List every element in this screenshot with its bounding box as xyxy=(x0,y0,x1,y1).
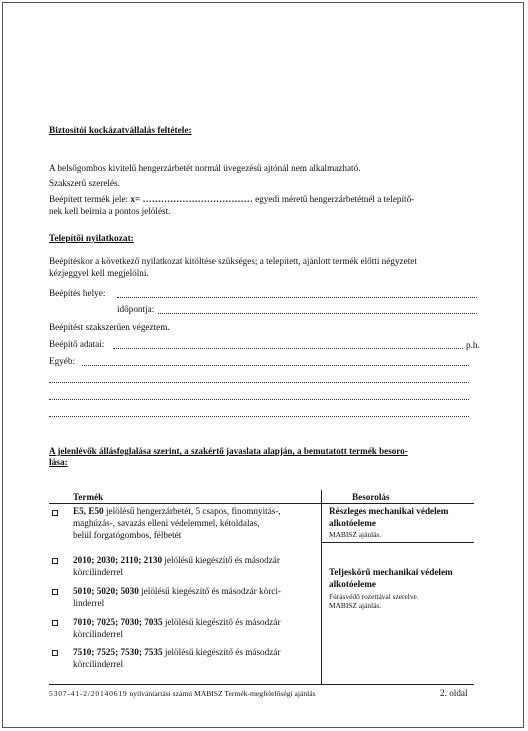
col-header-classification: Besorolás xyxy=(352,492,390,502)
product-mark-field[interactable]: x= ……………………………… xyxy=(130,194,253,204)
installation-place-label: Beépítés helye: xyxy=(49,288,106,298)
classification-partial-title-2: alkotóeleme xyxy=(329,518,376,528)
classification-full xyxy=(329,566,453,590)
other-field-line-4[interactable] xyxy=(49,408,469,417)
table-row xyxy=(73,646,319,670)
footer-doc-number: 5307-41-2/20140619 xyxy=(49,689,128,698)
section-heading-insurer: Biztosítói kockázatvállalás feltétele: xyxy=(49,126,192,136)
product-mark-label: Beépített termék jele: xyxy=(49,194,131,204)
section-heading-installer: Telepítői nyilatkozat: xyxy=(49,234,134,244)
table-column-divider xyxy=(321,490,322,685)
product-desc-line: linderrel xyxy=(73,598,105,608)
table-row xyxy=(73,616,319,640)
classification-divider xyxy=(322,542,474,543)
product-desc: jelölésű kiegészítő és másodzár xyxy=(162,555,280,565)
page-number: 2. oldal xyxy=(440,688,468,698)
product-checkbox[interactable] xyxy=(52,650,58,656)
classification-partial-note: MABISZ ajánlás. xyxy=(329,530,382,539)
footer-text xyxy=(49,689,316,698)
product-code: 7010; 7025; 7030; 7035 xyxy=(73,617,163,627)
installation-time-field[interactable] xyxy=(158,305,477,314)
footer-doc-text: nyilvántartási számú MABISZ Termék-megfelelőségi ajánlás xyxy=(127,689,316,698)
product-desc-line: kòrcilinderrel xyxy=(73,659,123,669)
classification-heading-1: A jelenlévők állásfoglalása szerint, a szakértő javaslata alapján, a bemutatott termék besoro- xyxy=(49,446,408,456)
product-desc-line: belül forgatógombos, félbetét xyxy=(73,530,182,540)
product-desc: jelölésű kiegészítő és másodzár kòrci- xyxy=(138,586,281,596)
insurer-line-2: Szakszerű szerelés. xyxy=(49,178,120,188)
classification-full-note-1: Fúrásvédő rozettával szerelve. xyxy=(329,592,419,601)
installation-time-label: időpontja: xyxy=(117,304,155,314)
other-field[interactable] xyxy=(82,357,469,366)
product-desc: jelölésű kiegészítő és másodzár xyxy=(162,647,281,657)
product-checkbox[interactable] xyxy=(52,620,58,626)
table-header-rule xyxy=(49,503,474,504)
product-desc-line: kòrcilinderrel xyxy=(73,567,123,577)
product-desc-line: maghúzás-, savazás elleni védelemmel, kétoldalas, xyxy=(73,518,260,528)
classification-full-title: Teljeskörű mechanikai védelem xyxy=(329,567,453,577)
classification-heading-2: lása: xyxy=(49,458,68,468)
installer-data-field[interactable] xyxy=(113,340,463,349)
classification-full-note-2: MABISZ ajánlás. xyxy=(329,601,382,610)
product-checkbox[interactable] xyxy=(52,589,58,595)
product-checkbox[interactable] xyxy=(52,558,58,564)
product-desc: jelölésű kiegészítő és másodzár xyxy=(162,617,281,627)
installer-data-label: Beépítő adatai: xyxy=(49,339,105,349)
product-code: 2010; 2030; 2110; 2130 xyxy=(73,555,163,565)
insurer-line-3 xyxy=(49,194,414,205)
installer-intro-2: kézjeggyel kell megjelölni. xyxy=(49,268,149,278)
table-bottom-rule xyxy=(49,684,474,685)
product-code: 7510; 7525; 7530; 7535 xyxy=(73,647,163,657)
other-field-line-2[interactable] xyxy=(49,374,469,383)
other-label: Egyéb: xyxy=(49,356,76,366)
classification-partial-title: Részleges mechanikai védelem xyxy=(329,506,449,516)
product-desc: jelölésű hengerzárbetét, 5 csapos, finomnyitás-, xyxy=(103,506,281,516)
product-mark-suffix: egyedi méretű hengerzárbetétnél a telepítő- xyxy=(252,194,415,204)
product-desc-line: kòrcilinderrel xyxy=(73,629,123,639)
installation-statement: Beépítést szakszerűen végeztem. xyxy=(49,322,170,332)
classification-full-title-2: alkotóeleme xyxy=(329,579,376,589)
product-checkbox[interactable] xyxy=(52,510,58,516)
insurer-line-4: nek kell beírnia a pontos jelölést. xyxy=(49,206,171,216)
stamp-label: p.h. xyxy=(466,340,480,350)
product-code: E5, E50 xyxy=(73,506,104,516)
installation-place-field[interactable] xyxy=(117,289,477,298)
table-row xyxy=(73,554,319,578)
installer-intro-1: Beépítéskor a következő nyilatkozat kitöltése szükséges; a telepített, ajánlott termék előtti négyzetet xyxy=(49,256,417,266)
table-row xyxy=(73,585,319,609)
table-row xyxy=(73,505,319,541)
other-field-line-3[interactable] xyxy=(49,391,469,400)
insurer-line-1: A belsőgombos kivitelű hengerzárbetét normál üvegezésű ajtónál nem alkalmazható. xyxy=(49,163,361,173)
product-code: 5010; 5020; 5030 xyxy=(73,586,139,596)
classification-partial xyxy=(329,505,448,529)
col-header-product: Termék xyxy=(73,492,104,502)
